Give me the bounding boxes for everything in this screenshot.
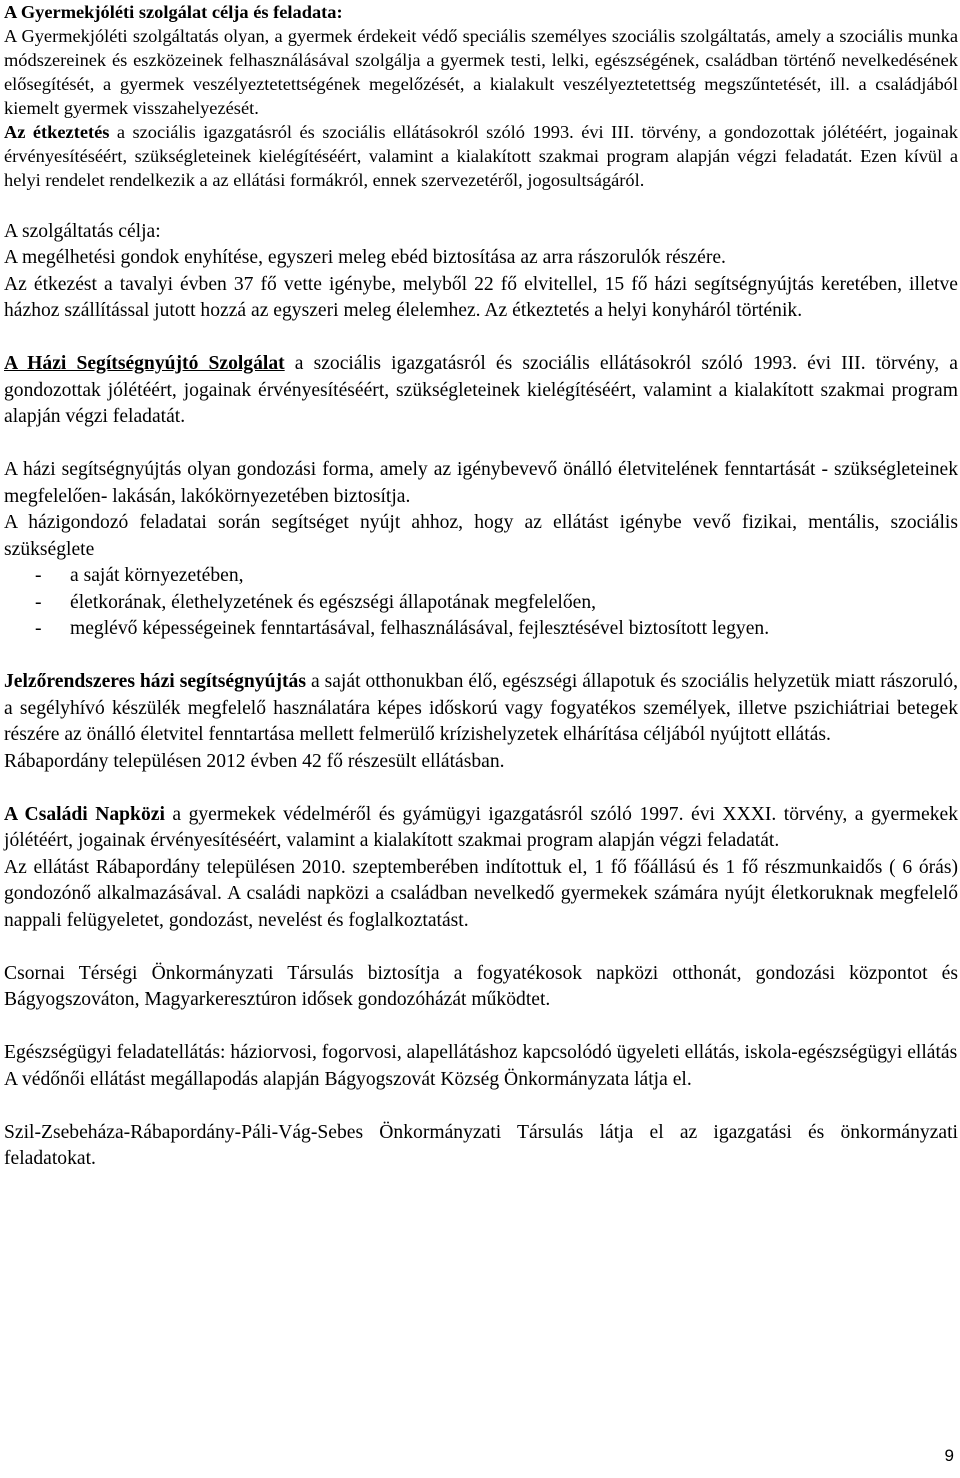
- document-page: [4, 0, 958, 1173]
- list-item: - életkorának, élethelyzetének és egészségi állapotának megfelelően,: [35, 591, 597, 613]
- csorna-association-paragraph: Csornai Térségi Önkormányzati Társulás biztosítja a fogyatékosok napközi otthonát, gondozási központot és Bágyogszováton, Magyarkeresztúron idősek gondozóházát működtet.: [4, 962, 958, 1010]
- caregiver-tasks-list: [4, 563, 958, 643]
- catering-stats-paragraph: Az étkezést a tavalyi évben 37 fő vette igénybe, melyből 22 fő elvitellel, 15 fő házi segítségnyújtás keretében, illetve házhoz szállítással jutott hozzá az egyszeri meleg élelemhez. Az étkeztetés a helyi konyháról történik.: [4, 273, 958, 321]
- alarm-system-term: Jelzőrendszeres házi segítségnyújtás: [4, 671, 306, 692]
- home-help-service-term: A Házi Segítségnyújtó Szolgálat: [4, 353, 285, 374]
- child-welfare-paragraph: A Gyermekjóléti szolgáltatás olyan, a gyermek érdekeit védő speciális személyes szociális szolgáltatás, amely a szociális munka módszereinek és eszközeinek felhasználásával szolgálja a gyermek testi, lelki, egészségének, családban történő nevelkedésének elősegítését, a gyermek veszélyeztetettségének megelőzését, a kialakult veszélyeztetettség megszűntetését, ill. a családjából kiemelt gyermek visszahelyezését.: [4, 26, 958, 118]
- caregiver-tasks-paragraph: A házigondozó feladatai során segítséget nyújt ahhoz, hogy az ellátást igénybe vevő fizikai, mentális, szociális szükséglete: [4, 512, 958, 560]
- family-daycare-term: A Családi Napközi: [4, 803, 165, 825]
- home-help-definition-paragraph: A házi segítségnyújtás olyan gondozási forma, amely az igénybevevő önálló életvitelének fenntartását - szükségleteinek megfelelően- lakásán, lakókörnyezetében biztosítja.: [4, 459, 958, 507]
- list-item: - a saját környezetében,: [35, 565, 244, 586]
- family-daycare-details: Az ellátást Rábapordány településen 2010. szeptemberében indítottuk el, 1 fő főállású és 1 fő részmunkaidős ( 6 órás) gondozónő alkalmazásával. A családi napközi a családban nevelkedő gyermekek számára nyújt életkoruknak megfelelő nappali felügyeletet, gondozást, nevelést és foglalkoztatást.: [4, 856, 958, 931]
- alarm-system-paragraph: Jelzőrendszeres házi segítségnyújtás a saját otthonukban élő, egészségi állapotuk és szociális helyzetük miatt rászoruló, a segélyhívó készülék megfelelő használatára képes időskorú vagy fogyatékos személyek, illetve pszichiátriai betegek részére az önálló életvitel fenntartása mellett felmerülő krízishelyzetek elhárítása céljából nyújtott ellátás.: [4, 671, 958, 745]
- municipal-association-paragraph: Szil-Zsebeháza-Rábapordány-Páli-Vág-Sebes Önkormányzati Társulás látja el az igazgatási és önkormányzati feladatokat.: [4, 1121, 958, 1169]
- healthcare-paragraph: Egészségügyi feladatellátás: háziorvosi, fogorvosi, alapellátáshoz kapcsolódó ügyeleti ellátás, iskola-egészségügyi ellátás: [4, 1042, 958, 1063]
- health-visitor-paragraph: A védőnői ellátást megállapodás alapján Bágyogszovát Község Önkormányzata látja el.: [4, 1068, 692, 1090]
- service-goal-text: A megélhetési gondok enyhítése, egyszeri meleg ebéd biztosítása az arra rászorulók részére.: [4, 247, 726, 268]
- catering-paragraph: Az étkeztetés a szociális igazgatásról és szociális ellátásokról szóló 1993. évi III. törvény, a gondozottak jólétéért, jogainak érvényesítéséért, szükségleteinek kielégítéséért, valamint a kialakított szakmai program alapján végzi feladatát. Ezen kívül a helyi rendelet rendelkezik a az ellátási formákról, ennek szervezetéről, jogosultságáról.: [4, 122, 958, 190]
- service-goal-label: A szolgáltatás célja:: [4, 220, 161, 242]
- catering-term: Az étkeztetés: [4, 122, 110, 142]
- family-daycare-paragraph: A Családi Napközi a gyermekek védelméről és gyámügyi igazgatásról szóló 1997. évi XXXI. törvény, a gyermekek jólétéért, jogainak érvényesítéséért, valamint a kialakított szakmai program alapján végzi feladatát.: [4, 803, 958, 851]
- list-item: - meglévő képességeinek fenntartásával, felhasználásával, fejlesztésével biztosított legyen.: [35, 618, 770, 639]
- alarm-system-stats: Rábapordány településen 2012 évben 42 fő részesült ellátásban.: [4, 750, 505, 772]
- page-number: 9: [944, 1446, 954, 1465]
- section-heading: A Gyermekjóléti szolgálat célja és feladata:: [4, 2, 343, 22]
- home-help-service-paragraph: A Házi Segítségnyújtó Szolgálat a szociális igazgatásról és szociális ellátásokról szóló 1993. évi III. törvény, a gondozottak jólétéért, jogainak érvényesítéséért, szükségleteinek kielégítéséért, valamint a kialakított szakmai program alapján végzi feladatát.: [4, 353, 958, 427]
